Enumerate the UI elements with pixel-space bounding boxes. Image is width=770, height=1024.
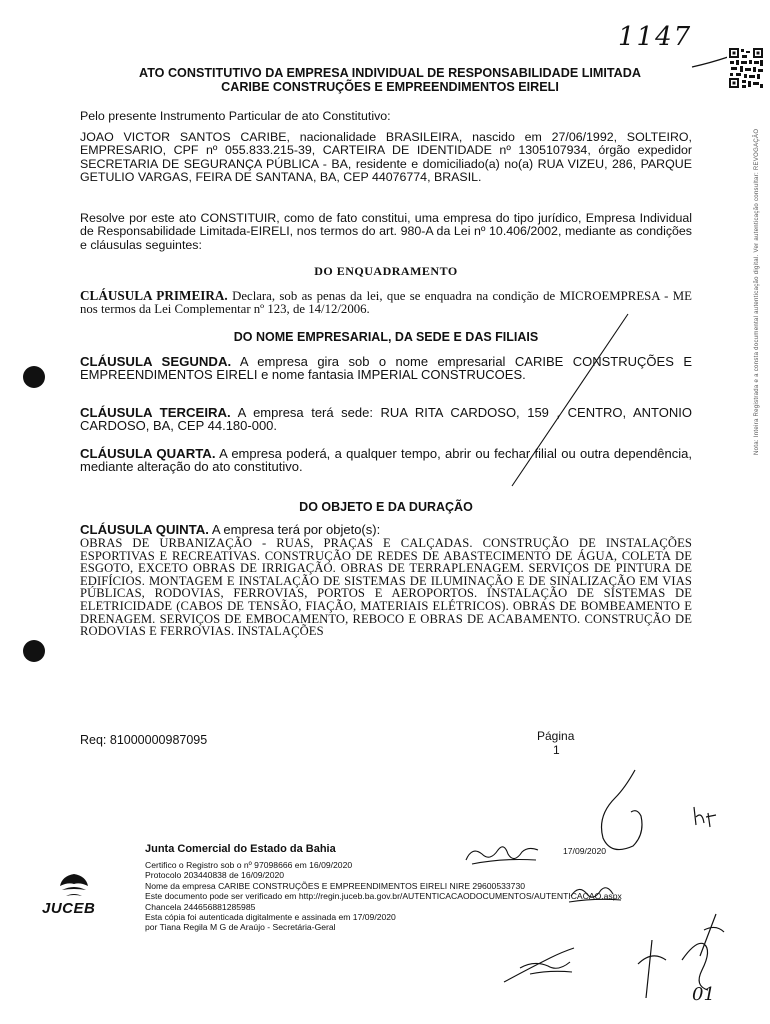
punch-hole-mark bbox=[23, 366, 45, 388]
juceb-cert-line: Certifico o Registro sob o nº 97098666 em 16/09/2020 bbox=[145, 860, 353, 870]
handwritten-loop-signature bbox=[585, 768, 665, 858]
objeto-text: OBRAS DE URBANIZAÇÃO - RUAS, PRAÇAS E CALÇADAS. CONSTRUÇÃO DE INSTALAÇÕES ESPORTIVAS E RECREATIVAS. CONSTRUÇÃO DE REDES DE ABASTECIMENTO DE ÁGUA, COLETA DE ESGOTO, EXCETO OBRAS DE IRRIGAÇÃO. OBRAS DE TERRAPLENAGEM. SERVIÇOS DE PINTURA DE EDIFÍCIOS. MONTAGEM E INSTALAÇÃO DE SISTEMAS DE ILUMINAÇÃO E DE SINALIZAÇÃO EM VIAS PÚBLICAS, RODOVIAS, FERROVIAS, PORTOS E AEROPORTOS. INSTALAÇÃO DE SISTEMAS DE ELETRICIDADE (CABOS DE TENSÃO, FIAÇÃO, MATERIAIS ELÉTRICOS). OBRAS DE BOMBEAMENTO E DRENAGEM. SERVIÇOS DE EMBOCAMENTO, REBOCO E OBRAS DE ACABAMENTO. CONSTRUÇÃO DE RODOVIAS E FERROVIAS. INSTALAÇÕES bbox=[80, 536, 692, 639]
handwritten-page-number: 1147 bbox=[618, 22, 693, 52]
clause-label: CLÁUSULA SEGUNDA. bbox=[80, 354, 232, 369]
juceb-date-stamp: 17/09/2020 bbox=[563, 846, 607, 856]
qr-code-icon bbox=[727, 46, 765, 90]
clause-quinta bbox=[80, 523, 692, 536]
clause-label: CLÁUSULA QUINTA. bbox=[80, 522, 209, 537]
page-number: 1 bbox=[553, 743, 560, 757]
resolve-paragraph: Resolve por este ato CONSTITUIR, como de fato constitui, uma empresa do tipo jurídico, Empresa Individual de Responsabilidade Limitada-EIRELI, nos termos do art. 980-A da Lei nº 10.406/2002, mediante as condições e cláusulas seguintes: bbox=[80, 211, 692, 252]
juceb-emblem-icon bbox=[54, 872, 94, 900]
secretary-signature bbox=[462, 836, 542, 870]
intro-paragraph: Pelo presente Instrumento Particular de ato Constitutivo: bbox=[80, 109, 391, 123]
juceb-cert-line: Este documento pode ser verificado em http://regin.juceb.ba.gov.br/AUTENTICACAODOCUMENTOS/AUTENTICACAO.aspx bbox=[145, 891, 622, 902]
clause-text: Declara, sob as penas da lei, que se enquadra na condição de MICROEMPRESA - ME nos termos da Lei Complementar nº 123, de 14/12/2006. bbox=[80, 289, 692, 316]
section-heading-objeto: DO OBJETO E DA DURAÇÃO bbox=[299, 500, 473, 514]
section-heading-enquadramento: DO ENQUADRAMENTO bbox=[314, 264, 458, 278]
juceb-cert-line: Protocolo 203440838 de 16/09/2020 bbox=[145, 870, 285, 881]
handwritten-signature-mark bbox=[500, 938, 590, 988]
clause-text: A empresa gira sob o nome empresarial CARIBE CONSTRUÇÕES E EMPREENDIMENTOS EIRELI e nome fantasia IMPERIAL CONSTRUCOES. bbox=[80, 354, 692, 383]
clause-text: A empresa terá sede: RUA RITA CARDOSO, 159 , CENTRO, ANTONIO CARDOSO, BA, CEP 44.180-000. bbox=[80, 405, 692, 434]
punch-hole-mark bbox=[23, 640, 45, 662]
page-label: Página bbox=[537, 729, 575, 743]
document-title bbox=[85, 66, 695, 94]
juceb-cert-line: por Tiana Regila M G de Araújo - Secretária-Geral bbox=[145, 922, 336, 933]
title-line-2: CARIBE CONSTRUÇÕES E EMPREENDIMENTOS EIRELI bbox=[221, 80, 559, 94]
requirement-number: Req: 81000000987095 bbox=[80, 733, 208, 747]
juceb-org-name: Junta Comercial do Estado da Bahia bbox=[145, 843, 336, 855]
clause-label: CLÁUSULA TERCEIRA. bbox=[80, 405, 231, 420]
juceb-logo-text: JUCEB bbox=[42, 900, 96, 917]
handwritten-page-mark: 01 bbox=[692, 984, 715, 1005]
handwritten-signature-mark bbox=[565, 880, 625, 906]
juceb-cert-line: Esta cópia foi autenticada digitalmente e assinada em 17/09/2020 bbox=[145, 912, 396, 923]
juceb-cert-line: Chancela 244656881285985 bbox=[145, 901, 256, 912]
clause-label: CLÁUSULA QUARTA. bbox=[80, 446, 216, 461]
handwritten-diagonal-stroke bbox=[500, 310, 640, 490]
handwritten-stroke bbox=[690, 55, 730, 69]
party-paragraph: JOAO VICTOR SANTOS CARIBE, nacionalidade BRASILEIRA, nascido em 27/06/1992, SOLTEIRO, EMPRESARIO, CPF nº 055.833.215-39, CARTEIRA DE IDENTIDADE nº 1305107934, órgão expedidor SECRETARIA DE SEGURANÇA PÚBLICA - BA, residente e domiciliado(a) no(a) RUA VIZEU, 286, PARQUE GETULIO VARGAS, FEIRA DE SANTANA, BA, CEP 44076774, BRASIL. bbox=[80, 130, 692, 185]
clause-text: A empresa poderá, a qualquer tempo, abrir ou fechar filial ou outra dependência, mediante alteração do ato constitutivo. bbox=[80, 446, 692, 475]
clause-text: A empresa terá por objeto(s): bbox=[208, 522, 381, 537]
juceb-cert-line: Nome da empresa CARIBE CONSTRUÇÕES E EMPREENDIMENTOS EIRELI NIRE 29600533730 bbox=[145, 880, 526, 891]
vertical-side-text: Nota: Inteira Registrada e a consta documental autenticação digital. Ver autenticação consultar: REVOGAÇÃO bbox=[754, 128, 760, 455]
handwritten-initials bbox=[690, 803, 720, 831]
section-heading-nome-empresarial: DO NOME EMPRESARIAL, DA SEDE E DAS FILIAIS bbox=[233, 330, 539, 344]
clause-label: CLÁUSULA PRIMEIRA. bbox=[80, 288, 228, 303]
title-line-1: ATO CONSTITUTIVO DA EMPRESA INDIVIDUAL DE RESPONSABILIDADE LIMITADA bbox=[139, 66, 641, 80]
